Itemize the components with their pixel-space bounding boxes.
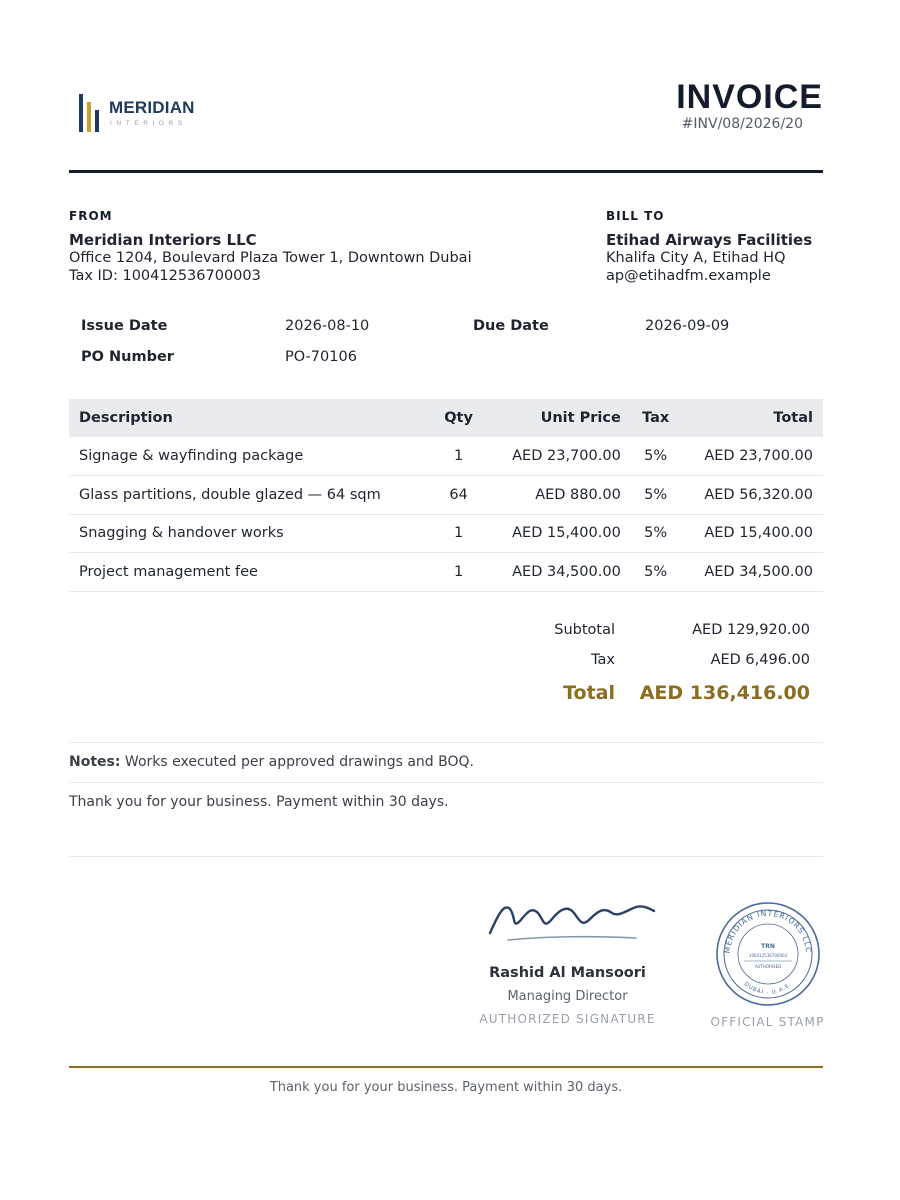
table-row (69, 437, 823, 476)
from-address: Office 1204, Boulevard Plaza Tower 1, Downtown Dubai (69, 250, 472, 266)
issue-date-label: Issue Date (81, 318, 168, 334)
cell-tax: 5% (631, 553, 681, 592)
grand-total-label: Total (563, 682, 615, 704)
notes-divider-top (69, 742, 823, 743)
po-number-value: PO-70106 (285, 349, 357, 365)
official-stamp-icon (714, 900, 822, 1008)
col-unit-price: Unit Price (483, 399, 631, 437)
totals-section (520, 622, 820, 712)
bill-to-label: BILL TO (606, 209, 665, 223)
cell-total: AED 23,700.00 (681, 437, 823, 476)
from-label: FROM (69, 209, 113, 223)
logo-brand-sub: INTERIORS (110, 120, 187, 127)
from-section (69, 209, 472, 285)
cell-tax: 5% (631, 514, 681, 553)
table-row (69, 476, 823, 515)
cell-description: Snagging & handover works (69, 514, 434, 553)
signature-divider (69, 856, 823, 857)
invoice-title: INVOICE (676, 78, 823, 116)
cell-description: Project management fee (69, 553, 434, 592)
notes-label: Notes: (69, 754, 121, 770)
line-items-table (69, 399, 823, 592)
issue-date-value: 2026-08-10 (285, 318, 370, 334)
cell-qty: 64 (434, 476, 483, 515)
stamp-center-title: TRN (761, 943, 775, 950)
cell-total: AED 56,320.00 (681, 476, 823, 515)
signatory-name: Rashid Al Mansoori (489, 965, 646, 981)
notes (69, 754, 474, 770)
due-date-label: Due Date (473, 318, 549, 334)
stamp-center-sub: AUTHORISED (754, 964, 782, 969)
thank-you-note: Thank you for your business. Payment within 30 days. (69, 794, 449, 810)
stamp-ring-top: MERIDIAN INTERIORS LLC (722, 908, 814, 954)
handwritten-signature-icon (478, 895, 658, 945)
cell-total: AED 34,500.00 (681, 553, 823, 592)
cell-unit-price: AED 34,500.00 (483, 553, 631, 592)
subtotal-label: Subtotal (554, 622, 615, 638)
notes-divider-bottom (69, 782, 823, 783)
signatory-role: Managing Director (507, 989, 628, 1004)
col-description: Description (69, 399, 434, 437)
bill-to-section (606, 209, 812, 285)
notes-text: Works executed per approved drawings and BOQ. (124, 754, 474, 770)
cell-qty: 1 (434, 553, 483, 592)
footer-divider (69, 1066, 823, 1068)
tax-row (520, 652, 820, 682)
cell-total: AED 15,400.00 (681, 514, 823, 553)
due-date-value: 2026-09-09 (645, 318, 730, 334)
col-tax: Tax (631, 399, 681, 437)
signature-block (470, 895, 665, 1026)
from-tax-id: Tax ID: 100412536700003 (69, 268, 261, 284)
col-qty: Qty (434, 399, 483, 437)
bill-to-address: Khalifa City A, Etihad HQ (606, 250, 786, 266)
stamp-center-number: 100412536700003 (748, 953, 788, 958)
cell-description: Signage & wayfinding package (69, 437, 434, 476)
cell-unit-price: AED 880.00 (483, 476, 631, 515)
footer-note: Thank you for your business. Payment within 30 days. (269, 1080, 623, 1095)
col-total: Total (681, 399, 823, 437)
table-row (69, 553, 823, 592)
invoice-header (69, 78, 823, 138)
invoice-meta (81, 318, 781, 378)
tax-value: AED 6,496.00 (710, 652, 810, 668)
tax-label: Tax (591, 652, 615, 668)
logo-bars-icon (79, 92, 105, 132)
table-header-row (69, 399, 823, 437)
po-number-label: PO Number (81, 349, 174, 365)
grand-total-value: AED 136,416.00 (639, 682, 810, 704)
stamp-ring-bottom: DUBAI · U.A.E. (742, 981, 794, 997)
grand-total-row (520, 682, 820, 712)
subtotal-value: AED 129,920.00 (692, 622, 810, 638)
cell-description: Glass partitions, double glazed — 64 sqm (69, 476, 434, 515)
signature-caption: AUTHORIZED SIGNATURE (479, 1012, 656, 1026)
cell-qty: 1 (434, 514, 483, 553)
header-divider (69, 170, 823, 173)
logo-brand: MERIDIAN (109, 98, 195, 117)
invoice-number: #INV/08/2026/20 (681, 116, 803, 132)
subtotal-row (520, 622, 820, 652)
table-row (69, 514, 823, 553)
cell-tax: 5% (631, 476, 681, 515)
cell-qty: 1 (434, 437, 483, 476)
cell-tax: 5% (631, 437, 681, 476)
bill-to-name: Etihad Airways Facilities (606, 231, 813, 249)
from-name: Meridian Interiors LLC (69, 231, 257, 249)
cell-unit-price: AED 15,400.00 (483, 514, 631, 553)
bill-to-email: ap@etihadfm.example (606, 268, 771, 284)
cell-unit-price: AED 23,700.00 (483, 437, 631, 476)
stamp-caption: OFFICIAL STAMP (710, 1015, 825, 1029)
